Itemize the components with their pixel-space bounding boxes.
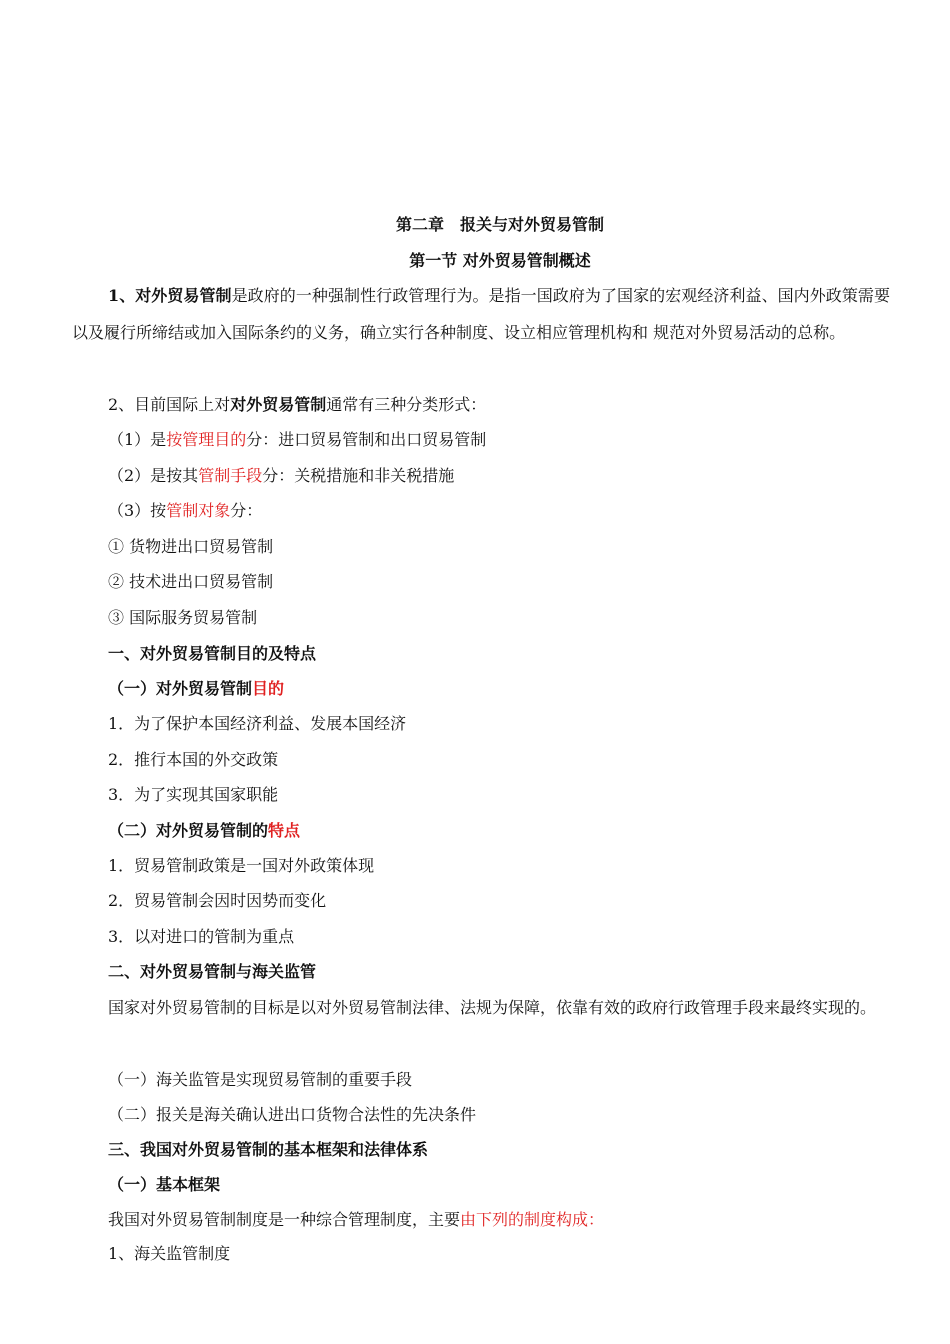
object-item: ① 货物进出口贸易管制 <box>108 537 274 556</box>
subheading-basic-framework: （一）基本框架 <box>108 1175 221 1194</box>
classification-item-2 <box>108 465 454 487</box>
classification-item-3 <box>108 500 262 522</box>
framework-item: 1、海关监管制度 <box>108 1244 231 1263</box>
subheading-features-pre: （二）对外贸易管制的 <box>108 821 269 840</box>
classification-item-3-highlight: 管制对象 <box>166 501 231 520</box>
heading-purpose-features: 一、对外贸易管制目的及特点 <box>108 644 317 663</box>
framework-paragraph-highlight: 由下列的制度构成： <box>460 1210 605 1229</box>
classification-item-1-post: 分：进口贸易管制和出口贸易管制 <box>246 430 487 449</box>
classification-intro-pre: 2、目前国际上对 <box>108 395 231 414</box>
framework-paragraph-pre: 我国对外贸易管制制度是一种综合管理制度，主要 <box>108 1210 461 1229</box>
classification-item-3-post: 分： <box>230 501 263 520</box>
heading-customs-supervision: 二、对外贸易管制与海关监管 <box>108 962 317 981</box>
purpose-item: 3．为了实现其国家职能 <box>108 785 279 804</box>
customs-item: （二）报关是海关确认进出口货物合法性的先决条件 <box>108 1105 477 1124</box>
classification-item-1-highlight: 按管理目的 <box>166 430 247 449</box>
purpose-item: 1．为了保护本国经济利益、发展本国经济 <box>108 714 407 733</box>
heading-framework: 三、我国对外贸易管制的基本框架和法律体系 <box>108 1140 429 1159</box>
chapter-title: 第二章 报关与对外贸易管制 <box>395 215 604 234</box>
framework-paragraph <box>108 1209 604 1231</box>
classification-intro-term: 对外贸易管制 <box>230 395 327 414</box>
customs-paragraph: 国家对外贸易管制的目标是以对外贸易管制法律、法规为保障，依靠有效的政府行政管理手段来最终实现的。 <box>108 998 877 1017</box>
definition-text: 是政府的一种强制性行政管理行为。是指一国政府为了国家的宏观经济利益、国内外政策需要以及履行所缔结或加入国际条约的义务，确立实行各种制度、设立相应管理机构和 规范对外贸易活动的总称。 <box>72 286 890 342</box>
classification-item-1-pre: （1）是 <box>108 430 167 449</box>
classification-intro-post: 通常有三种分类形式： <box>326 395 487 414</box>
purpose-item: 2．推行本国的外交政策 <box>108 750 279 769</box>
section-title: 第一节 对外贸易管制概述 <box>409 251 591 270</box>
customs-item: （一）海关监管是实现贸易管制的重要手段 <box>108 1070 413 1089</box>
classification-item-3-pre: （3）按 <box>108 501 167 520</box>
feature-item: 1．贸易管制政策是一国对外政策体现 <box>108 856 375 875</box>
classification-item-1 <box>108 429 486 451</box>
definition-term: 1、对外贸易管制 <box>108 286 232 305</box>
classification-item-2-highlight: 管制手段 <box>198 466 263 485</box>
subheading-features <box>108 820 300 842</box>
definition-paragraph <box>72 277 890 351</box>
feature-item: 2．贸易管制会因时因势而变化 <box>108 891 327 910</box>
subheading-purpose-pre: （一）对外贸易管制 <box>108 679 253 698</box>
subheading-purpose <box>108 678 284 700</box>
classification-intro <box>108 394 486 416</box>
classification-item-2-post: 分：关税措施和非关税措施 <box>262 466 455 485</box>
object-item: ② 技术进出口贸易管制 <box>108 572 274 591</box>
feature-item: 3．以对进口的管制为重点 <box>108 927 295 946</box>
subheading-purpose-highlight: 目的 <box>252 679 285 698</box>
subheading-features-highlight: 特点 <box>268 821 301 840</box>
object-item: ③ 国际服务贸易管制 <box>108 608 258 627</box>
classification-item-2-pre: （2）是按其 <box>108 466 199 485</box>
